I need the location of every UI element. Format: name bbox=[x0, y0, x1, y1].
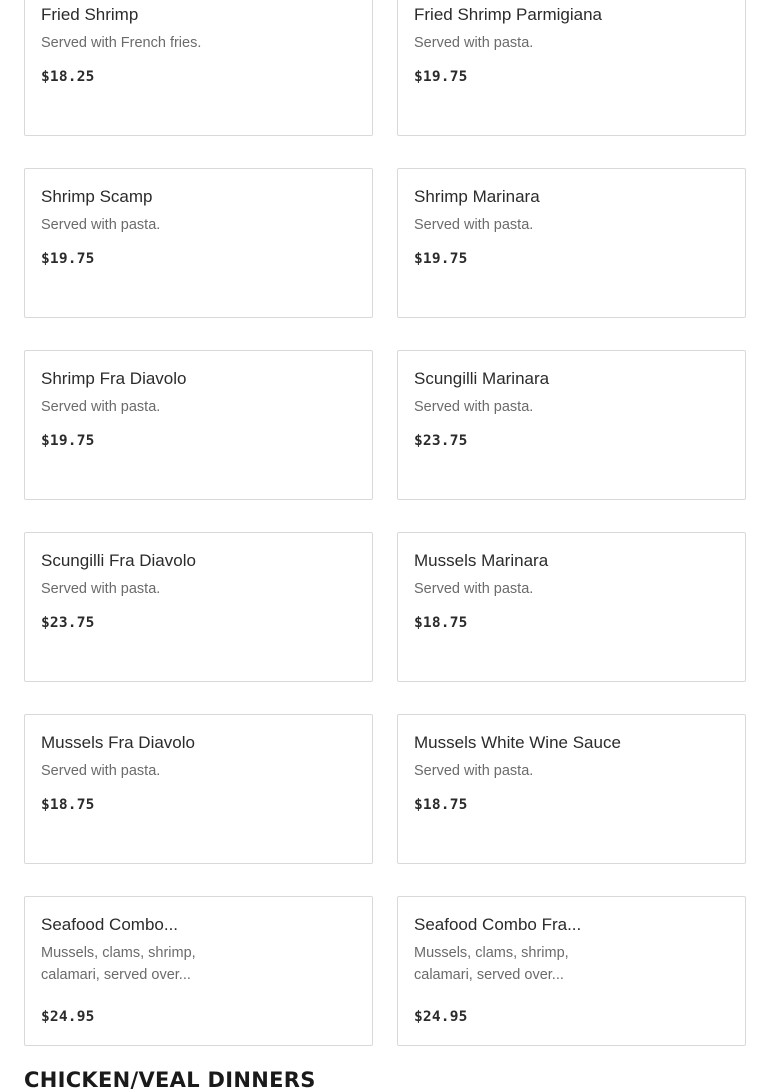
menu-item-name: Shrimp Scamp bbox=[41, 187, 153, 206]
menu-item-name: Seafood Combo Fra... bbox=[414, 915, 582, 934]
menu-item-description: Mussels, clams, shrimp, calamari, served over... bbox=[41, 945, 196, 983]
menu-item-price: $18.75 bbox=[414, 797, 468, 813]
menu-item-description: Served with pasta. bbox=[414, 35, 534, 51]
menu-item-card-scungilli-fra-diavolo[interactable] bbox=[24, 532, 373, 682]
menu-item-description: Mussels, clams, shrimp, calamari, served over... bbox=[414, 945, 569, 983]
menu-item-name: Mussels Fra Diavolo bbox=[41, 733, 195, 752]
menu-item-name: Mussels Marinara bbox=[414, 551, 549, 570]
menu-item-price: $18.25 bbox=[41, 69, 95, 85]
menu-item-card-mussels-fra-diavolo[interactable] bbox=[24, 714, 373, 864]
menu-item-card-shrimp-marinara[interactable] bbox=[397, 168, 746, 318]
menu-item-price: $19.75 bbox=[414, 69, 468, 85]
menu-item-description: Served with pasta. bbox=[41, 581, 161, 597]
menu-item-price: $18.75 bbox=[41, 797, 95, 813]
menu-item-card-shrimp-scamp[interactable] bbox=[24, 168, 373, 318]
menu-item-description: Served with French fries. bbox=[41, 35, 202, 51]
menu-item-price: $18.75 bbox=[414, 615, 468, 631]
menu-item-name: Scungilli Marinara bbox=[414, 369, 550, 388]
menu-item-price: $23.75 bbox=[414, 433, 468, 449]
menu-item-card-fried-shrimp-parmigiana[interactable] bbox=[397, 0, 746, 136]
menu-item-name: Shrimp Fra Diavolo bbox=[41, 369, 187, 388]
menu-item-card-seafood-combo-fra[interactable] bbox=[397, 896, 746, 1046]
menu-item-name: Seafood Combo... bbox=[41, 915, 179, 934]
menu-item-card-scungilli-marinara[interactable] bbox=[397, 350, 746, 500]
menu-item-price: $24.95 bbox=[41, 1009, 95, 1025]
menu-item-price: $19.75 bbox=[414, 251, 468, 267]
menu-item-card-fried-shrimp[interactable] bbox=[24, 0, 373, 136]
menu-item-description: Served with pasta. bbox=[414, 581, 534, 597]
menu-item-price: $19.75 bbox=[41, 433, 95, 449]
menu-item-price: $23.75 bbox=[41, 615, 95, 631]
menu-item-grid bbox=[24, 0, 746, 1046]
section-heading-chicken-veal-dinners: CHICKEN/VEAL DINNERS bbox=[24, 1068, 316, 1092]
menu-item-description: Served with pasta. bbox=[41, 763, 161, 779]
menu-item-description: Served with pasta. bbox=[414, 217, 534, 233]
menu-item-description: Served with pasta. bbox=[414, 763, 534, 779]
menu-item-description: Served with pasta. bbox=[41, 399, 161, 415]
menu-item-name: Fried Shrimp bbox=[41, 5, 139, 24]
menu-item-name: Shrimp Marinara bbox=[414, 187, 540, 206]
menu-item-name: Scungilli Fra Diavolo bbox=[41, 551, 196, 570]
menu-item-description: Served with pasta. bbox=[414, 399, 534, 415]
menu-item-card-shrimp-fra-diavolo[interactable] bbox=[24, 350, 373, 500]
menu-item-card-mussels-marinara[interactable] bbox=[397, 532, 746, 682]
menu-item-price: $24.95 bbox=[414, 1009, 468, 1025]
menu-item-price: $19.75 bbox=[41, 251, 95, 267]
menu-item-name: Mussels White Wine Sauce bbox=[414, 733, 621, 752]
menu-item-description: Served with pasta. bbox=[41, 217, 161, 233]
menu-item-card-seafood-combo[interactable] bbox=[24, 896, 373, 1046]
menu-item-name: Fried Shrimp Parmigiana bbox=[414, 5, 603, 24]
menu-item-card-mussels-white-wine-sauce[interactable] bbox=[397, 714, 746, 864]
